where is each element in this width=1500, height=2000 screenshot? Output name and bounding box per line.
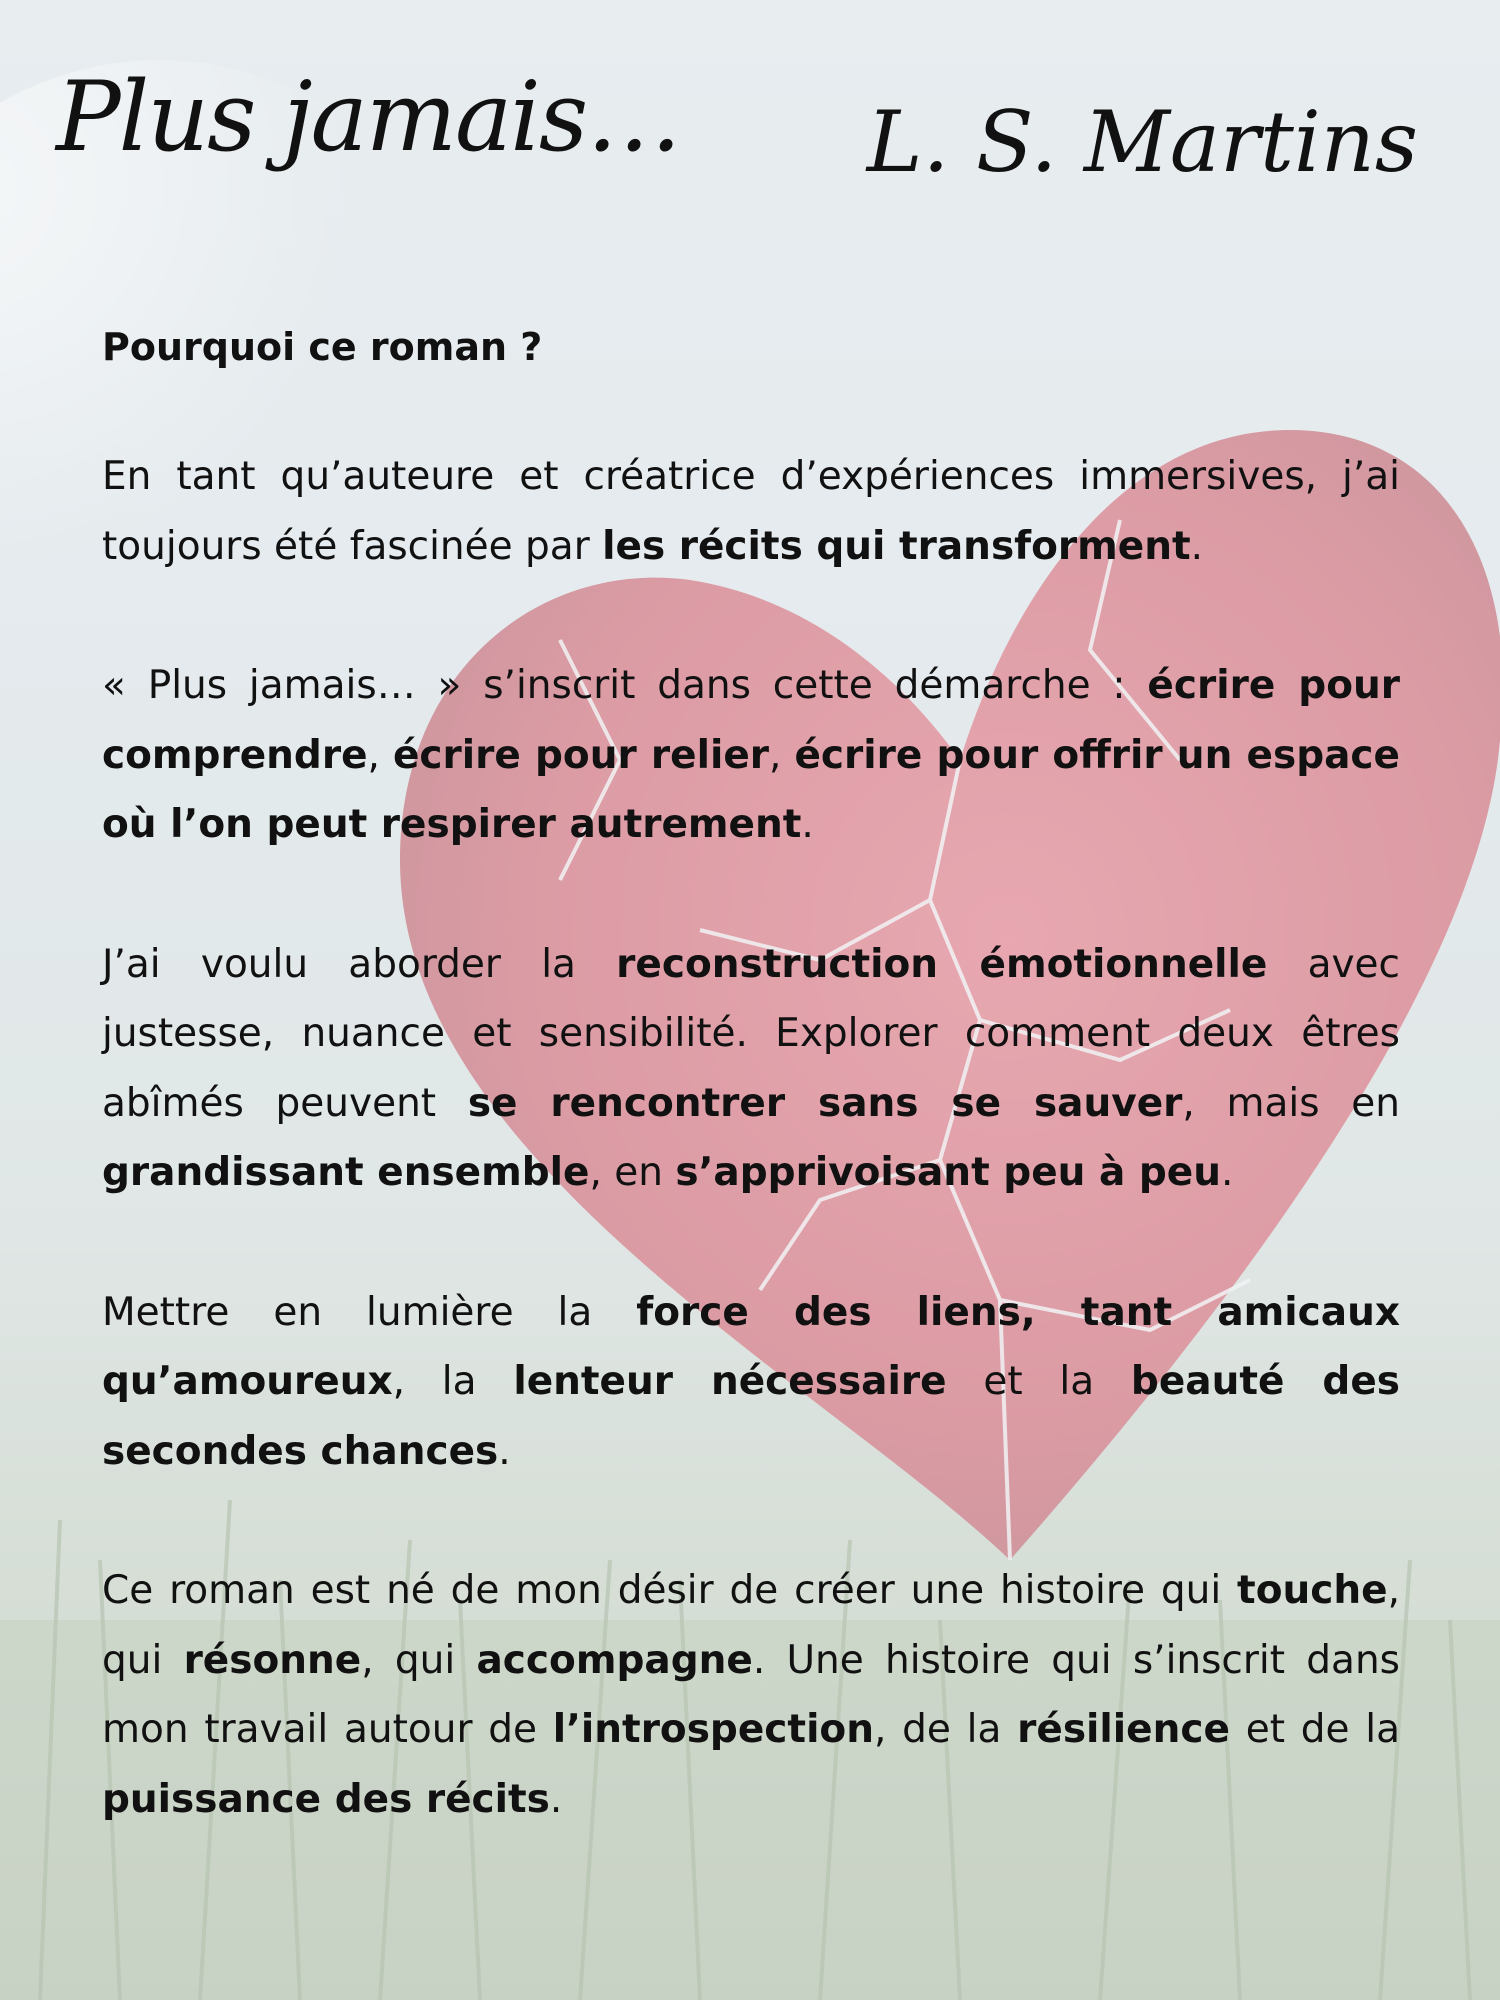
body-text: « Plus jamais… » s’inscrit dans cette démarche : — [102, 663, 1148, 708]
emphasis-text: force des liens, tant amicaux qu’amoureux — [102, 1289, 1400, 1404]
text-block — [102, 322, 1400, 1904]
body-text: avec justesse, nuance et sensibilité. Explorer comment deux êtres abîmés peuvent — [102, 941, 1400, 1126]
body-text: , qui — [102, 1568, 1400, 1683]
emphasis-text: l’introspection — [552, 1707, 874, 1752]
body-text: . — [1190, 523, 1204, 569]
emphasis-text: beauté des secondes chances — [102, 1359, 1400, 1474]
body-text: . — [549, 1776, 563, 1822]
emphasis-text: résilience — [1017, 1707, 1230, 1752]
emphasis-text: les récits qui transforment — [602, 523, 1191, 569]
body-text: , — [769, 732, 795, 778]
body-text: , de la — [874, 1707, 1018, 1752]
section-heading: Pourquoi ce roman ? — [102, 325, 543, 369]
paragraph-3 — [102, 930, 1400, 1208]
body-text: et de la — [1229, 1707, 1400, 1752]
emphasis-text: se rencontrer sans se sauver — [467, 1080, 1183, 1126]
body-text: En tant qu’auteure et créatrice d’expériences immersives, j’ai toujours été fascinée par — [102, 454, 1400, 569]
body-text: , en — [589, 1150, 676, 1195]
emphasis-text: lenteur nécessaire — [513, 1359, 947, 1404]
body-text: , mais en — [1182, 1080, 1401, 1126]
emphasis-text: reconstruction émotionnelle — [616, 941, 1268, 987]
author-signature: L. S. Martins — [866, 93, 1418, 191]
body-text: , qui — [361, 1637, 477, 1683]
emphasis-text: grandissant ensemble — [102, 1150, 590, 1195]
emphasis-text: accompagne — [476, 1637, 753, 1683]
body-text: Ce roman est né de mon désir de créer une histoire qui — [102, 1568, 1238, 1613]
body-text: J’ai voulu aborder la — [102, 941, 617, 987]
body-text: et la — [946, 1359, 1131, 1404]
emphasis-text: résonne — [183, 1637, 362, 1683]
paragraph-1 — [102, 442, 1400, 581]
paragraph-2 — [102, 651, 1400, 860]
body-text: , la — [392, 1359, 514, 1404]
body-text: Mettre en lumière la — [102, 1289, 637, 1335]
emphasis-text: puissance des récits — [102, 1776, 550, 1822]
emphasis-text: écrire pour offrir un espace où l’on peut respirer autrement — [102, 732, 1401, 847]
paragraph-4 — [102, 1278, 1400, 1487]
body-text: . Une histoire qui s’inscrit dans mon travail autour de — [102, 1637, 1400, 1752]
emphasis-text: écrire pour relier — [392, 732, 770, 778]
paragraph-5 — [102, 1556, 1400, 1834]
body-text: . — [1221, 1150, 1234, 1195]
body-text: , — [367, 732, 393, 778]
emphasis-text: touche — [1237, 1568, 1388, 1613]
body-text: . — [498, 1428, 511, 1474]
body-text: . — [801, 802, 814, 847]
emphasis-text: écrire pour comprendre — [102, 663, 1400, 778]
book-title: Plus jamais… — [56, 61, 681, 173]
emphasis-text: s’apprivoisant peu à peu — [675, 1150, 1222, 1195]
